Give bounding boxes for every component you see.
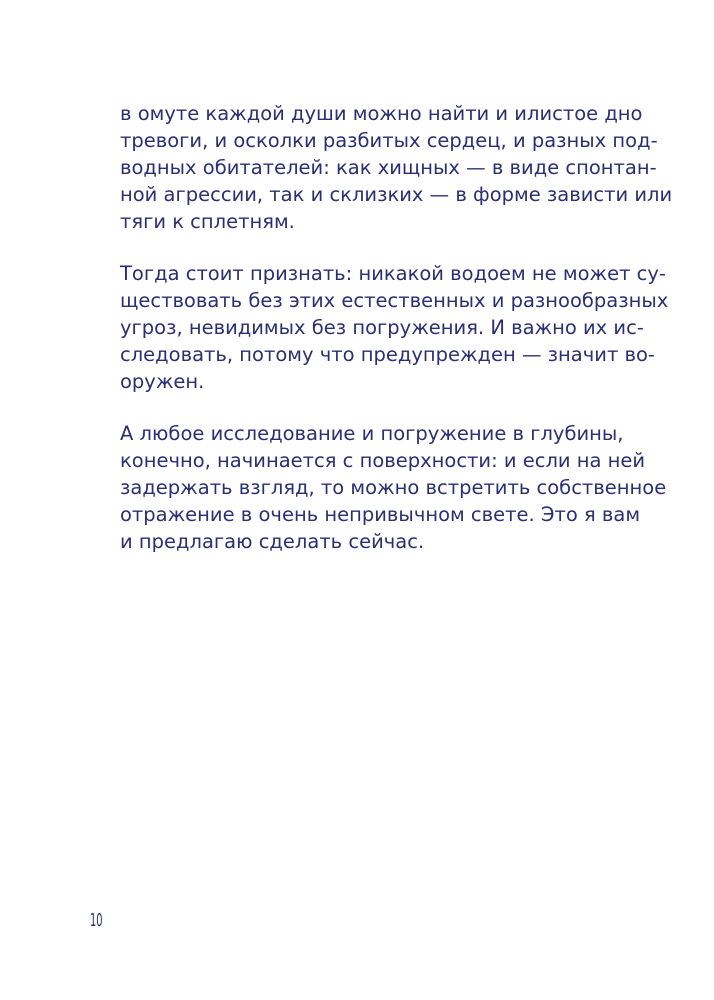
paragraph-1 bbox=[120, 100, 673, 235]
paragraph-2 bbox=[120, 260, 669, 395]
text-line: задержать взгляд, то можно встретить собственное bbox=[120, 476, 667, 499]
text-line: тревоги, и осколки разбитых сердец, и разных под- bbox=[120, 129, 658, 152]
text-line: водных обитателей: как хищных — в виде спонтан- bbox=[120, 156, 657, 179]
text-line: ной агрессии, так и склизких — в форме зависти или bbox=[120, 183, 673, 206]
text-line: следовать, потому что предупрежден — значит во- bbox=[120, 343, 655, 366]
body-text bbox=[120, 100, 673, 580]
text-line: угроз, невидимых без погружения. И важно их ис- bbox=[120, 316, 644, 339]
text-line: в омуте каждой души можно найти и илистое дно bbox=[120, 102, 643, 125]
text-line: Тогда стоит признать: никакой водоем не может су- bbox=[120, 262, 666, 285]
text-line: и предлагаю сделать сейчас. bbox=[120, 530, 425, 553]
text-line: конечно, начинается с поверхности: и если на ней bbox=[120, 449, 646, 472]
paragraph-3 bbox=[120, 420, 667, 555]
text-line: оружен. bbox=[120, 370, 205, 393]
text-line: ществовать без этих естественных и разнообразных bbox=[120, 289, 669, 312]
text-line: отражение в очень непривычном свете. Это я вам bbox=[120, 503, 641, 526]
page-number: 10 bbox=[90, 910, 103, 931]
text-line: тяги к сплетням. bbox=[120, 210, 295, 233]
text-line: А любое исследование и погружение в глубины, bbox=[120, 422, 624, 445]
